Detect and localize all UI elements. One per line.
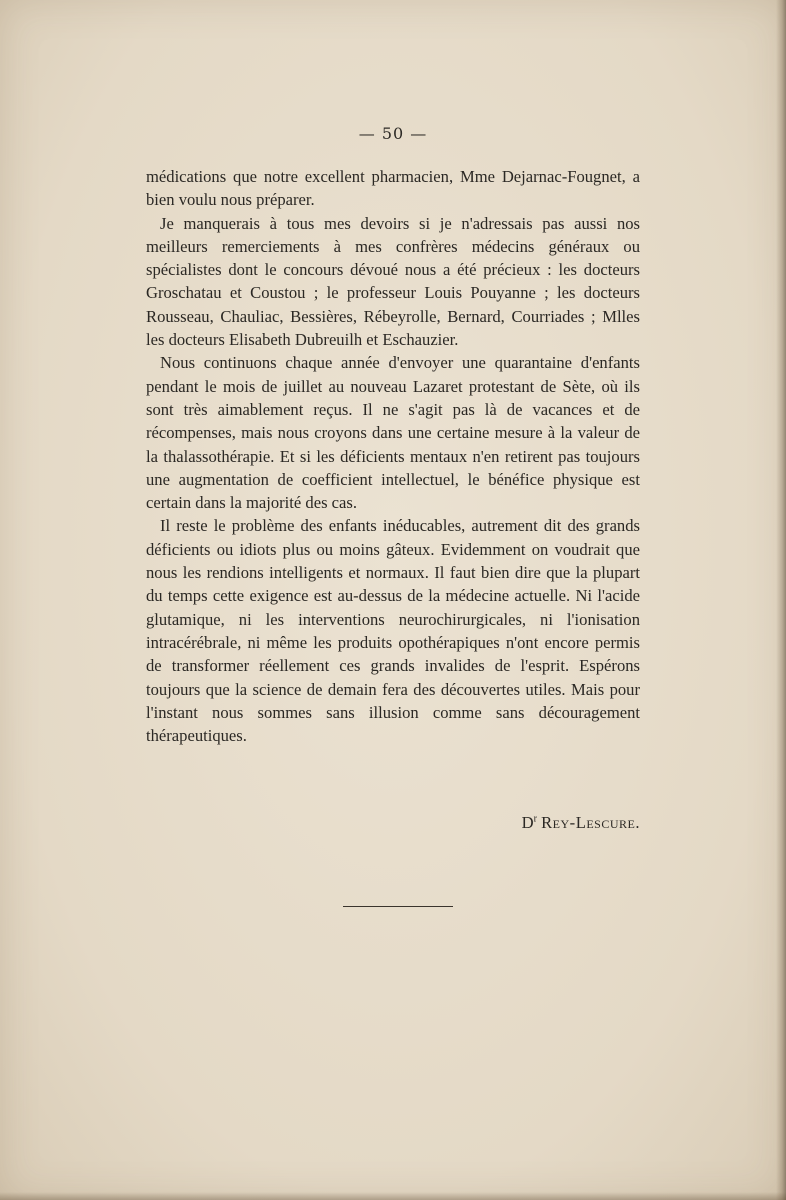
signature-prefix: D	[521, 813, 534, 832]
signature-superscript: r	[533, 813, 537, 825]
signature	[146, 813, 640, 833]
page-edge-shadow	[776, 0, 786, 1200]
page-number: — 50 —	[358, 124, 428, 143]
paragraph-4: Il reste le problème des enfants inéducables, autrement dit des grands déficients ou idiots plus ou moins gâteux. Evidemment on voudrait que nous les rendions intelligents et normaux. Il faut bien dire que la plupart du temps cette exigence est au-dessus de la médecine actuelle. Ni l'acide glutamique, ni les interventions neurochirurgicales, ni l'ionisation intracérébrale, ni même les produits opothérapiques n'ont encore permis de transformer réellement ces grands invalides de l'esprit. Espérons toujours que la science de demain fera des découvertes utiles. Mais pour l'instant nous sommes sans illusion comme sans découragement thérapeutiques.	[146, 516, 640, 746]
paragraph-2: Je manquerais à tous mes devoirs si je n'adressais pas aussi nos meilleurs remerciements à mes confrères médecins généraux ou spécialistes dont le concours dévoué nous a été précieux : les docteurs Groschatau et Coustou ; le professeur Louis Pouyanne ; les docteurs Rousseau, Chauliac, Bessières, Rébeyrolle, Bernard, Courriades ; Mlles les docteurs Elisabeth Dubreuilh et Eschauzier.	[146, 213, 640, 350]
page-bottom-shadow	[0, 1192, 786, 1200]
body-text	[146, 165, 640, 747]
paragraph-3: Nous continuons chaque année d'envoyer une quarantaine d'enfants pendant le mois de juillet au nouveau Lazaret protestant de Sète, où ils sont très aimablement reçus. Il ne s'agit pas là de vacances et de récompenses, mais nous croyons dans une certaine mesure à la valeur de la thalassothérapie. Et si les déficients mentaux n'en retirent pas toujours une augmentation de coefficient intellectuel, le bénéfice physique est certain dans la majorité des cas.	[146, 353, 640, 513]
signature-name: Rey-Lescure.	[541, 813, 640, 832]
closing-rule	[343, 906, 453, 907]
paragraph-1: médications que notre excellent pharmacien, Mme Dejarnac-Fougnet, a bien voulu nous préparer.	[146, 167, 640, 210]
